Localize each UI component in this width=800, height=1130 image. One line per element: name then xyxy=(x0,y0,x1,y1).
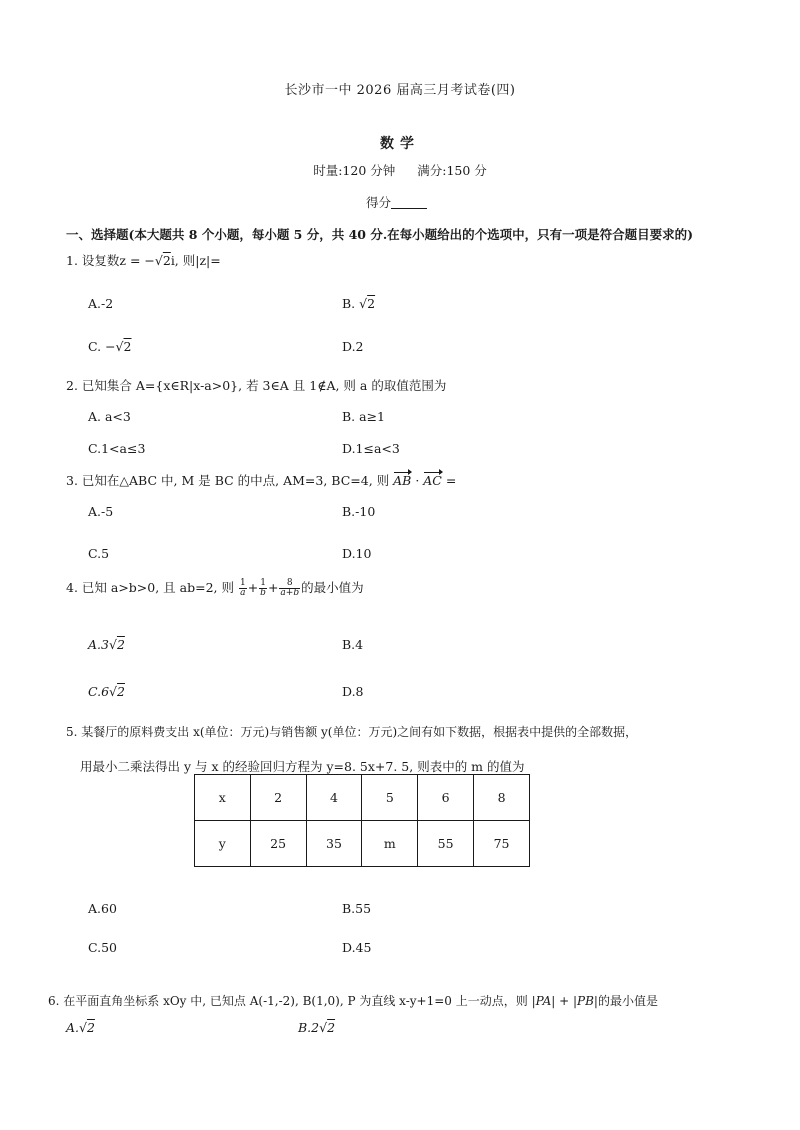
q5-option-b: B.55 xyxy=(342,901,372,916)
fraction-2-num: 1 xyxy=(260,578,266,588)
q2-option-a: A. a<3 xyxy=(88,409,131,424)
table-cell: x xyxy=(195,775,251,821)
q4-option-d: D.8 xyxy=(342,684,364,699)
q5-option-c: C.50 xyxy=(88,940,117,955)
q6-option-b xyxy=(298,1020,335,1035)
q1-c-sqrt: 2 xyxy=(123,339,132,354)
q6-stem-suffix: 的最小值是 xyxy=(597,994,658,1008)
exam-title: 长沙市一中 2026 届高三月考试卷(四) xyxy=(284,83,516,98)
q1-option-c xyxy=(88,339,131,354)
plus-sign: + xyxy=(267,580,279,595)
question-6-stem xyxy=(48,992,658,1009)
q1-option-a: A.-2 xyxy=(88,296,114,311)
q2-option-c: C.1<a≤3 xyxy=(88,441,146,456)
exam-meta xyxy=(0,161,800,179)
q4-option-b: B.4 xyxy=(342,637,364,652)
q3-option-a: A.-5 xyxy=(88,504,114,519)
q4-a-sqrt: 2 xyxy=(116,637,125,652)
q6-option-a xyxy=(66,1020,95,1035)
sqrt-icon: √ xyxy=(108,637,117,652)
data-table xyxy=(194,774,530,867)
fraction-2-den: b xyxy=(260,588,266,598)
sqrt-icon: √ xyxy=(79,1020,87,1035)
fraction-1 xyxy=(239,579,247,598)
q5-option-d: D.45 xyxy=(342,940,372,955)
subject-title: 数学 xyxy=(380,136,420,152)
q4-option-a xyxy=(88,637,125,652)
score-field xyxy=(366,193,427,211)
q2-option-b: B. a≥1 xyxy=(342,409,386,424)
sqrt-icon: √ xyxy=(359,296,368,311)
vector-ab: AB xyxy=(393,473,412,488)
sqrt-icon: √ xyxy=(154,253,163,268)
q1-sqrt-value: 2 xyxy=(162,253,171,268)
table-cell: 55 xyxy=(418,821,474,867)
q4-a-prefix: A.3 xyxy=(88,637,109,652)
question-4-stem xyxy=(66,578,364,598)
table-cell: 6 xyxy=(418,775,474,821)
question-2-stem: 2. 已知集合 A={x∈R|x-a>0}, 若 3∈A 且 1∉A, 则 a 的取值范围为 xyxy=(66,378,447,393)
question-1-stem xyxy=(66,251,221,269)
q4-option-c xyxy=(88,684,125,699)
table-cell: 2 xyxy=(250,775,306,821)
plus-sign: + xyxy=(247,580,259,595)
table-cell: 8 xyxy=(474,775,530,821)
fraction-1-den: a xyxy=(240,588,246,598)
q3-stem-suffix: = xyxy=(441,473,457,488)
score-label: 得分 xyxy=(366,195,392,210)
q4-c-prefix: C.6 xyxy=(88,684,110,699)
q3-option-b: B.-10 xyxy=(342,504,376,519)
q4-c-sqrt: 2 xyxy=(117,684,125,699)
table-cell: 5 xyxy=(362,775,418,821)
q1-b-sqrt: 2 xyxy=(367,296,376,311)
question-5-stem-line2: 用最小二乘法得出 y 与 x 的经验回归方程为 y=8. 5x+7. 5, 则表中的 m 的值为 xyxy=(80,759,525,774)
q2-option-d: D.1≤a<3 xyxy=(342,441,400,456)
table-row xyxy=(195,821,530,867)
q6-a-sqrt: 2 xyxy=(86,1020,95,1035)
time-limit: 时量:120 分钟 xyxy=(313,163,396,178)
full-score: 满分:150 分 xyxy=(417,163,487,178)
table-row xyxy=(195,775,530,821)
q1-c-prefix: C. − xyxy=(88,339,116,354)
q4-stem-suffix: 的最小值为 xyxy=(301,580,364,595)
q1-stem-prefix: 1. 设复数z = − xyxy=(66,253,155,268)
fraction-3-den: a+b xyxy=(280,588,300,598)
question-5-stem-line1: 5. 某餐厅的原料费支出 x(单位：万元)与销售额 y(单位：万元)之间有如下数据，根据表中提供的全部数据， xyxy=(66,725,638,739)
table-cell: 75 xyxy=(474,821,530,867)
vector-ac: AC xyxy=(423,473,442,488)
q1-stem-suffix: i, 则|z|= xyxy=(170,253,221,268)
q6-stem-prefix: 6. 在平面直角坐标系 xOy 中, 已知点 A(-1,-2), B(1,0), P 为直线 x-y+1=0 上一动点，则 xyxy=(48,994,532,1008)
table-cell: 35 xyxy=(306,821,362,867)
q6-b-sqrt: 2 xyxy=(327,1020,336,1035)
q6-a-prefix: A. xyxy=(66,1020,80,1035)
score-blank xyxy=(391,196,427,209)
q3-option-c: C.5 xyxy=(88,546,110,561)
q6-expression: |PA| + |PB| xyxy=(531,994,598,1008)
q3-dot: · xyxy=(411,473,424,488)
sqrt-icon: √ xyxy=(319,1020,328,1035)
q3-option-d: D.10 xyxy=(342,546,372,561)
sqrt-icon: √ xyxy=(109,684,118,699)
q4-stem-prefix: 4. 已知 a>b>0, 且 ab=2, 则 xyxy=(66,580,238,595)
fraction-1-num: 1 xyxy=(239,578,246,588)
q1-b-prefix: B. xyxy=(342,296,356,311)
fraction-3 xyxy=(279,579,300,598)
q1-option-d: D.2 xyxy=(342,339,364,354)
table-cell: 25 xyxy=(250,821,306,867)
table-cell: 4 xyxy=(306,775,362,821)
q3-stem-prefix: 3. 已知在△ABC 中, M 是 BC 的中点, AM=3, BC=4, 则 xyxy=(66,473,394,488)
fraction-2 xyxy=(259,579,267,598)
table-cell: m xyxy=(362,821,418,867)
section-heading: 一、选择题(本大题共 8 个小题，每小题 5 分，共 40 分.在每小题给出的个选项中，只有一项是符合题目要求的) xyxy=(66,227,694,242)
table-cell: y xyxy=(195,821,251,867)
fraction-3-num: 8 xyxy=(279,579,300,589)
q6-b-prefix: B.2 xyxy=(298,1020,320,1035)
q5-option-a: A.60 xyxy=(88,901,117,916)
question-3-stem xyxy=(66,471,456,489)
q1-option-b xyxy=(342,296,375,311)
sqrt-icon: √ xyxy=(115,339,124,354)
